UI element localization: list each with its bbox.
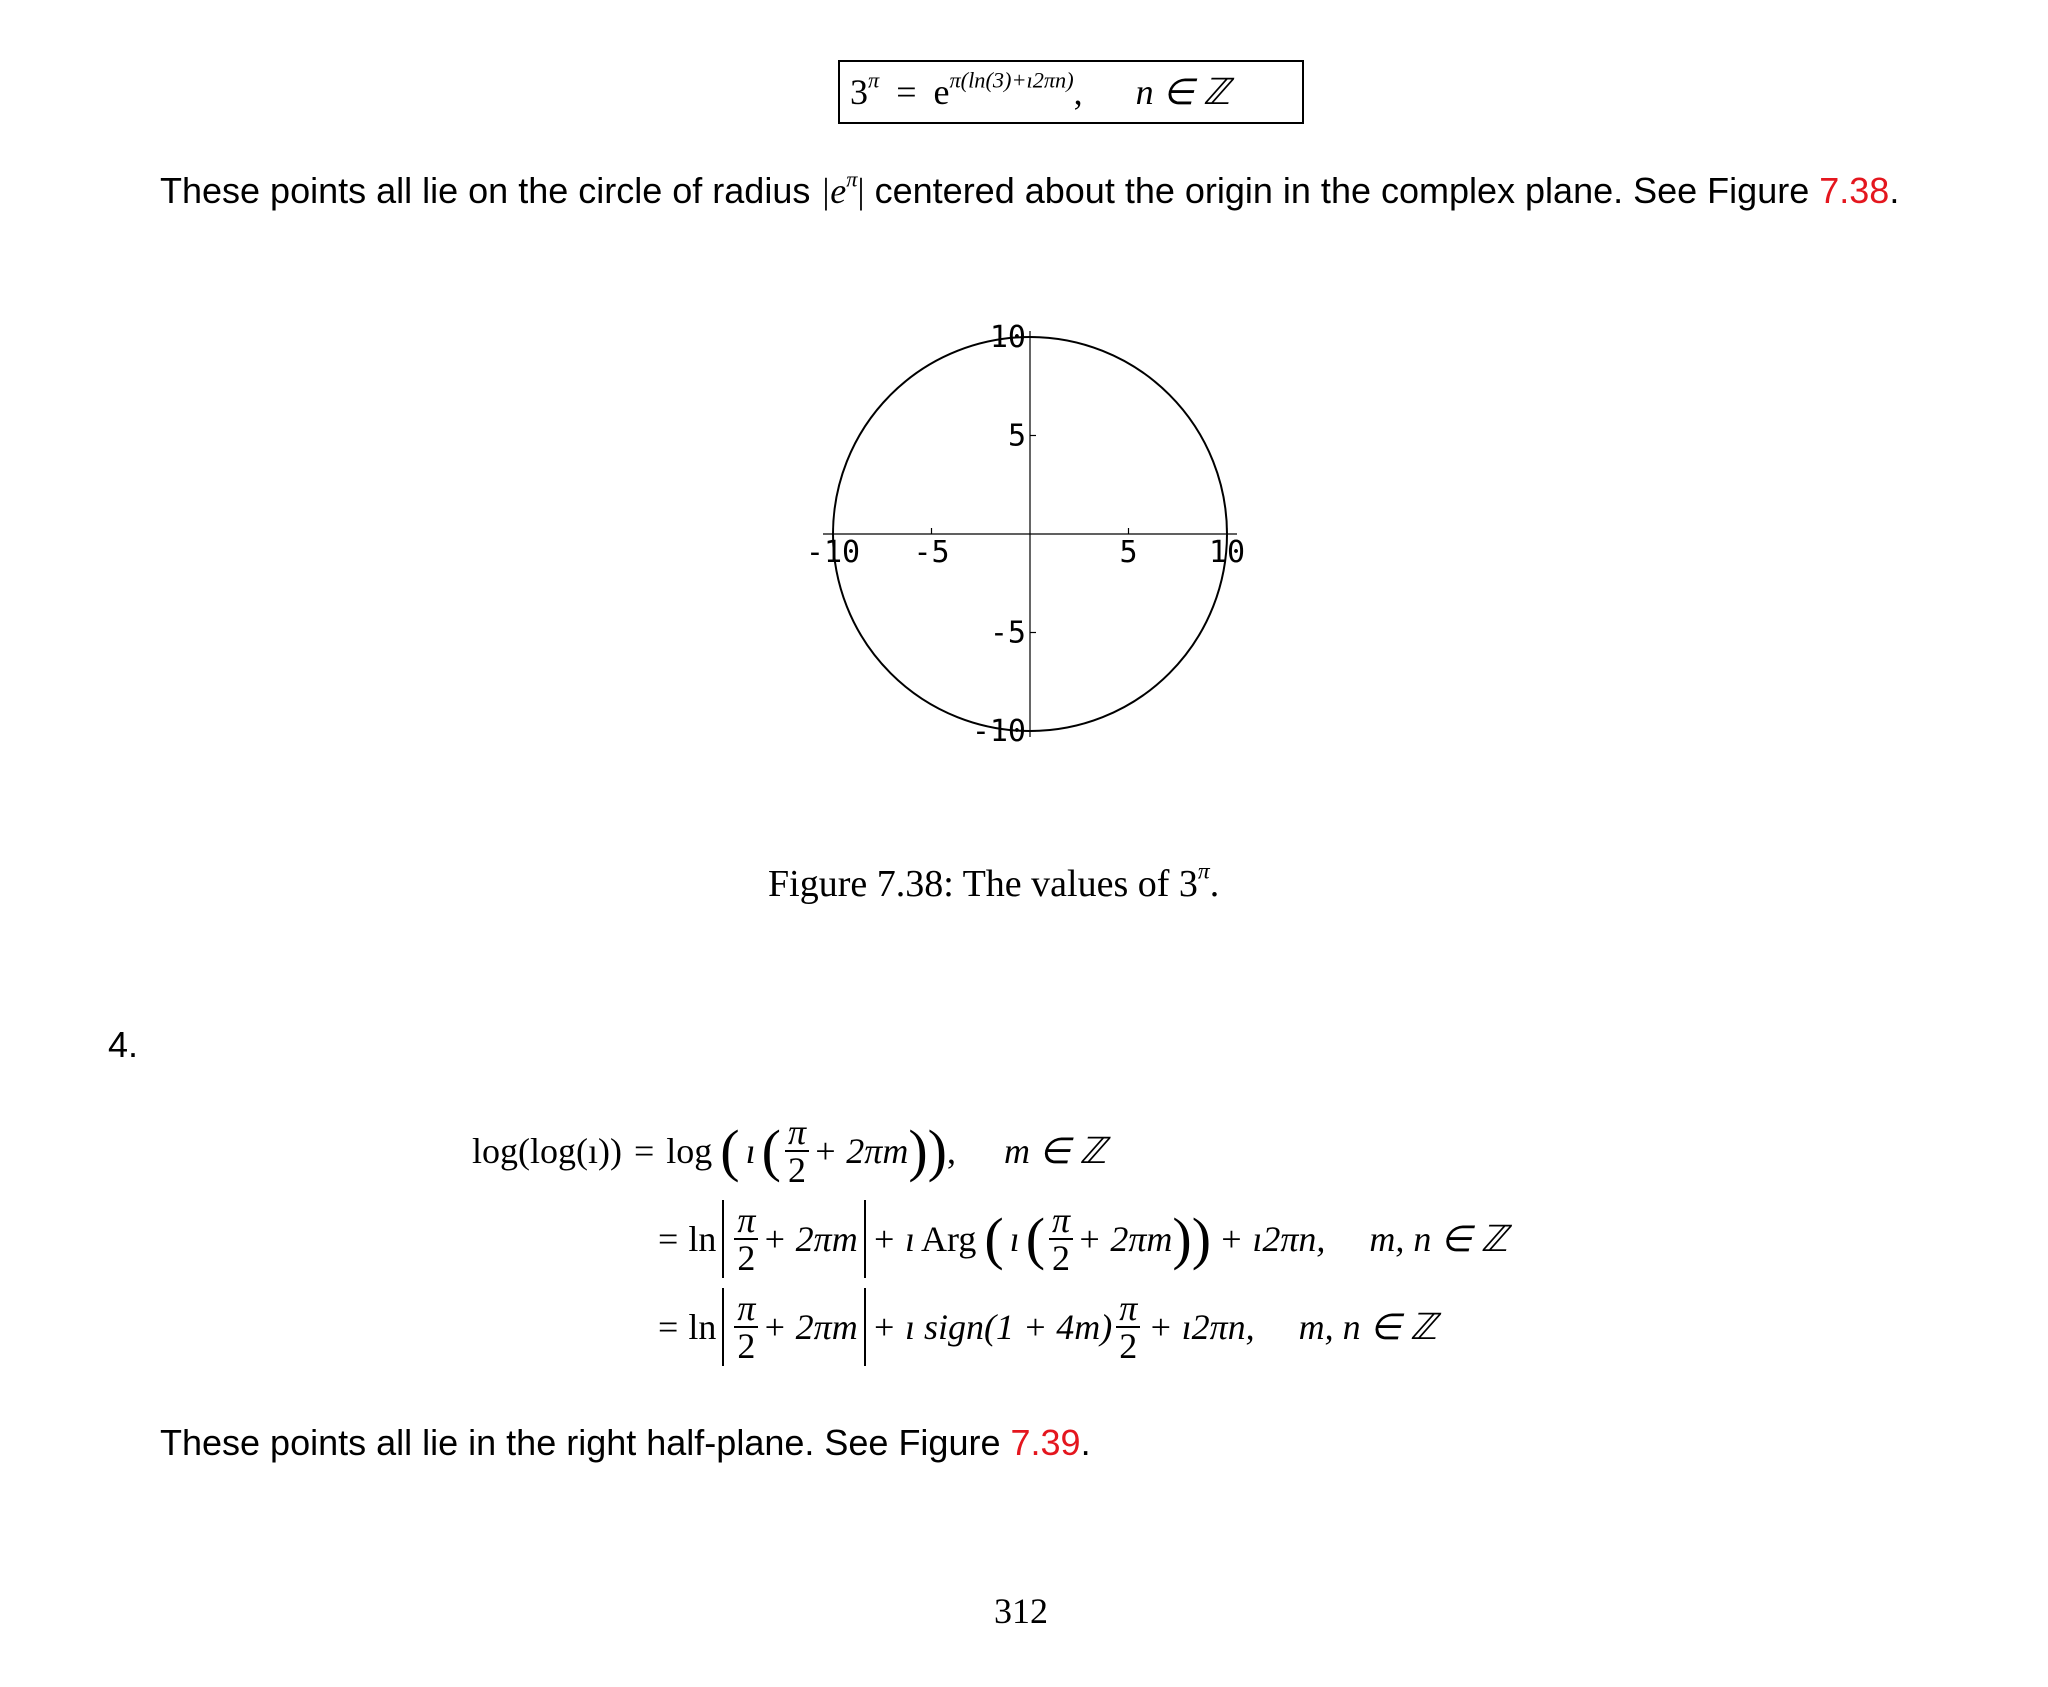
eq2-condition: m, n ∈ ℤ — [1369, 1219, 1508, 1259]
eq-lhs-base: 3 — [850, 72, 868, 112]
y-tick-label: -5 — [989, 615, 1026, 651]
eq1-i: ı — [745, 1131, 756, 1171]
eq2-plus-term-2: + 2πm — [1077, 1219, 1173, 1259]
eq2-frac-den: 2 — [737, 1238, 756, 1278]
x-tick-label: 5 — [1119, 535, 1138, 570]
eq2-equals: = — [658, 1219, 679, 1259]
eq1-paren-open-outer: ( — [720, 1118, 740, 1183]
eq-equals: = — [896, 72, 917, 112]
y-tick-label: 5 — [1007, 418, 1026, 454]
eq-condition: n ∈ ℤ — [1135, 72, 1230, 112]
eq1-condition: m ∈ ℤ — [1003, 1131, 1107, 1171]
eq2-abs-open — [722, 1200, 724, 1278]
equation-line-2 — [658, 1190, 1508, 1288]
page-number: 312 — [994, 1591, 1048, 1631]
eq3-tail: + ı2πn, — [1148, 1307, 1255, 1347]
eq1-log: log — [666, 1131, 713, 1171]
eq3-frac2-den: 2 — [1119, 1326, 1138, 1366]
y-tick-label: -10 — [971, 714, 1026, 749]
eq1-comma: , — [946, 1131, 956, 1171]
figure-caption — [768, 858, 1220, 906]
eq2-frac2-den: 2 — [1052, 1238, 1071, 1278]
paragraph-end: . — [1889, 170, 1900, 211]
eq3-ln: ln — [688, 1307, 717, 1347]
eq3-sign-part: + ı sign(1 + 4m) — [871, 1307, 1113, 1347]
eq2-arg: Arg — [921, 1219, 977, 1259]
paragraph2-text: These points all lie in the right half-plane. See Figure — [160, 1422, 1011, 1463]
eq2-tail: + ı2πn, — [1219, 1219, 1326, 1259]
eq3-abs-open — [722, 1288, 724, 1366]
equation-line-3 — [658, 1278, 1437, 1376]
eq-rhs-exp: π(ln(3)+ı2πn) — [949, 67, 1074, 93]
paragraph-text: These points all lie on the circle of radius — [160, 170, 821, 211]
eq3-equals: = — [658, 1307, 679, 1347]
x-tick-label: 10 — [1208, 535, 1246, 570]
x-tick-label: -5 — [913, 535, 950, 570]
eq1-lhs: log(log(ı)) — [472, 1131, 622, 1171]
eq2-frac2-num: π — [1049, 1202, 1073, 1240]
figure-link-739[interactable]: 7.39 — [1010, 1422, 1081, 1463]
eq1-frac-num: π — [785, 1114, 809, 1152]
eq2-abs-close — [864, 1200, 866, 1278]
caption-end: . — [1209, 863, 1220, 905]
boxed-equation — [838, 60, 1304, 124]
eq1-paren-close: )) — [908, 1118, 947, 1183]
paragraph-text-after: centered about the origin in the complex plane. See Figure — [864, 170, 1820, 211]
eq1-paren-open-inner: ( — [761, 1118, 781, 1183]
eq2-fraction — [734, 1202, 758, 1276]
eq2-i: ı — [1009, 1219, 1020, 1259]
equation-line-1 — [472, 1102, 1106, 1200]
eq-lhs-exp: π — [868, 67, 880, 93]
paragraph-circle — [160, 166, 1900, 212]
eq2-plus-i: + ı — [871, 1219, 915, 1259]
eq3-condition: m, n ∈ ℤ — [1298, 1307, 1437, 1347]
inline-math: |e — [820, 171, 847, 211]
eq3-fraction — [734, 1290, 758, 1364]
eq-comma: , — [1073, 72, 1083, 112]
inline-math-close: | — [857, 171, 865, 211]
eq3-plus-term: + 2πm — [762, 1307, 858, 1347]
inline-math-sup: π — [846, 166, 858, 192]
eq3-frac-den: 2 — [737, 1326, 756, 1366]
eq3-fraction-2 — [1116, 1290, 1140, 1364]
eq2-paren-open-inner: ( — [1025, 1206, 1046, 1271]
figure-link-738[interactable]: 7.38 — [1819, 170, 1890, 211]
eq2-plus-term: + 2πm — [762, 1219, 858, 1259]
x-tick-label: -10 — [805, 535, 861, 570]
eq-rhs-base: e — [933, 72, 950, 112]
eq1-fraction — [785, 1114, 809, 1188]
caption-text: Figure 7.38: The values of 3 — [768, 863, 1198, 905]
caption-sup: π — [1197, 858, 1210, 885]
paragraph2-end: . — [1080, 1422, 1091, 1463]
figure-plot — [760, 300, 1280, 770]
item-label-4: 4. — [108, 1024, 139, 1065]
paragraph-half-plane — [160, 1422, 1091, 1464]
eq2-paren-close: )) — [1172, 1206, 1212, 1271]
eq2-ln: ln — [688, 1219, 717, 1259]
eq1-equals: = — [633, 1131, 655, 1171]
eq2-frac-num: π — [734, 1202, 758, 1240]
eq3-frac2-num: π — [1116, 1290, 1140, 1328]
eq3-abs-close — [864, 1288, 866, 1366]
eq2-fraction-2 — [1049, 1202, 1073, 1276]
eq1-plus-term: + 2πm — [813, 1131, 909, 1171]
y-tick-label: 10 — [989, 320, 1026, 355]
eq2-paren-open-outer: ( — [984, 1206, 1004, 1271]
eq3-frac-num: π — [734, 1290, 758, 1328]
eq1-frac-den: 2 — [787, 1150, 806, 1190]
